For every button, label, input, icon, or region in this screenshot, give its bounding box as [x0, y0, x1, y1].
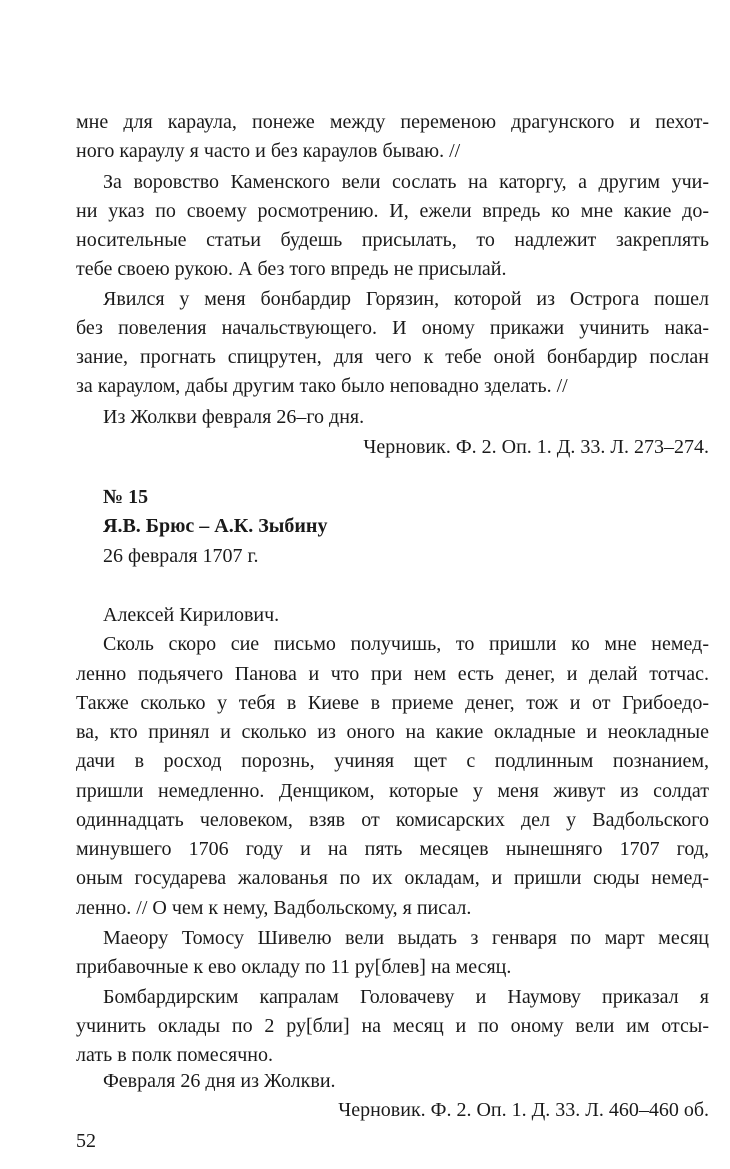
body-line: оным государева жалованья по их окладам, и пришли сюды немед-	[76, 867, 709, 889]
body-line: Маеору Томосу Шивелю вели выдать з генваря по март месяц	[103, 927, 709, 949]
salutation: Алексей Кирилович.	[103, 604, 280, 626]
body-line: ного караулу я часто и без караулов бываю. //	[76, 140, 461, 162]
body-line: Также сколько у тебя в Киеве в приеме денег, тож и от Грибоедо-	[76, 692, 709, 714]
body-line: учинить оклады по 2 ру[бли] на месяц и по оному вели им отсы-	[76, 1015, 709, 1037]
body-line: ва, кто принял и сколько из оного на какие окладные и неокладные	[76, 721, 709, 743]
body-line: пришли немедленно. Денщиком, которые у меня живут из солдат	[76, 780, 709, 802]
body-line: Из Жолкви февраля 26–го дня.	[103, 406, 365, 428]
body-line: ни указ по своему росмотрению. И, ежели впредь ко мне какие до-	[76, 200, 709, 222]
body-line: Явился у меня бонбардир Горязин, которой из Острога пошел	[103, 288, 709, 310]
body-line: одиннадцать человеком, взяв от комисарских дел у Вадбольского	[76, 809, 709, 831]
body-line: мне для караула, понеже между переменою драгунского и пехот-	[76, 111, 709, 133]
body-line: ленно подьячего Панова и что при нем есть денег, и делай тотчас.	[76, 663, 709, 685]
body-line: тебе своею рукою. А без того впредь не присылай.	[76, 258, 507, 280]
document-title: Я.В. Брюс – А.К. Зыбину	[103, 515, 328, 537]
body-line: Бомбардирским капралам Головачеву и Наумову приказал я	[103, 986, 709, 1008]
body-line: ленно. // О чем к нему, Вадбольскому, я писал.	[76, 897, 472, 919]
page-number: 52	[76, 1130, 96, 1152]
document-date: 26 февраля 1707 г.	[103, 545, 259, 567]
body-line: лать в полк помесячно.	[76, 1044, 273, 1066]
body-line: минувшего 1706 году и на пять месяцев нынешняго 1707 год,	[76, 838, 709, 860]
body-line: носительные статьи будешь присылать, то надлежит закреплять	[76, 229, 709, 251]
archival-source: Черновик. Ф. 2. Оп. 1. Д. 33. Л. 460–460 об.	[338, 1099, 709, 1121]
body-line: зание, прогнать спицрутен, для чего к тебе оной бонбардир послан	[76, 346, 709, 368]
body-line: дачи в росход порознь, учиняя щет с подлинным познанием,	[76, 750, 709, 772]
body-line: Февраля 26 дня из Жолкви.	[103, 1070, 336, 1092]
body-line: без повеления начальствующего. И оному прикажи учинить нака-	[76, 317, 709, 339]
body-line: прибавочные к ево окладу по 11 ру[блев] на месяц.	[76, 956, 512, 978]
archival-source: Черновик. Ф. 2. Оп. 1. Д. 33. Л. 273–274.	[363, 436, 709, 458]
body-line: За воровство Каменского вели сослать на каторгу, а другим учи-	[103, 171, 709, 193]
body-line: за караулом, дабы другим тако было неповадно зделать. //	[76, 375, 568, 397]
document-number: № 15	[103, 486, 149, 508]
body-line: Сколь скоро сие письмо получишь, то пришли ко мне немед-	[103, 633, 709, 655]
